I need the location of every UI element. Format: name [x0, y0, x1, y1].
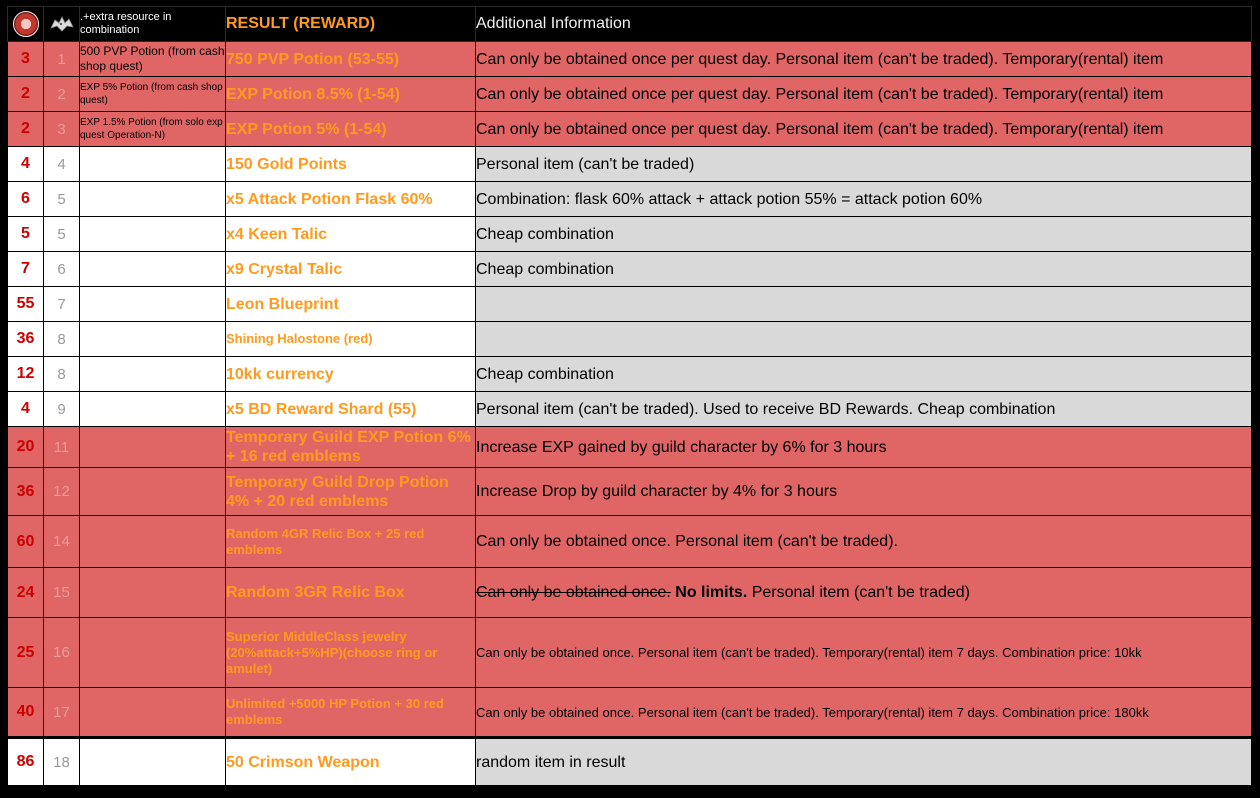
extra-resource-cell	[80, 468, 226, 516]
cost-cell: 5	[8, 217, 44, 252]
table-row	[8, 112, 1252, 147]
extra-resource-cell	[80, 287, 226, 322]
info-cell	[476, 287, 1252, 322]
table-row	[8, 182, 1252, 217]
info-cell: Can only be obtained once per quest day. Personal item (can't be traded). Temporary(rental) item	[476, 112, 1252, 147]
info-cell: Personal item (can't be traded)	[476, 147, 1252, 182]
result-cell: Shining Halostone (red)	[226, 322, 476, 357]
info-cell: Combination: flask 60% attack + attack potion 55% = attack potion 60%	[476, 182, 1252, 217]
level-cell: 16	[44, 618, 80, 688]
result-cell: x5 BD Reward Shard (55)	[226, 392, 476, 427]
level-cell: 14	[44, 516, 80, 568]
info-cell: Can only be obtained once. Personal item (can't be traded).	[476, 516, 1252, 568]
table-row	[8, 147, 1252, 182]
level-cell: 6	[44, 252, 80, 287]
result-cell: Unlimited +5000 HP Potion + 30 red emblems	[226, 688, 476, 738]
level-cell: 3	[44, 112, 80, 147]
result-cell: Leon Blueprint	[226, 287, 476, 322]
level-cell: 17	[44, 688, 80, 738]
level-cell: 9	[44, 392, 80, 427]
result-cell: Random 4GR Relic Box + 25 red emblems	[226, 516, 476, 568]
extra-resource-cell	[80, 217, 226, 252]
info-cell: Personal item (can't be traded). Used to receive BD Rewards. Cheap combination	[476, 392, 1252, 427]
level-cell: 8	[44, 322, 80, 357]
level-cell: 5	[44, 182, 80, 217]
cost-cell: 25	[8, 618, 44, 688]
cost-cell: 36	[8, 468, 44, 516]
info-cell: Can only be obtained once. Personal item (can't be traded). Temporary(rental) item 7 days. Combination price: 10kk	[476, 618, 1252, 688]
cost-cell: 6	[8, 182, 44, 217]
cost-cell: 2	[8, 112, 44, 147]
level-cell: 18	[44, 738, 80, 786]
extra-resource-cell: EXP 1.5% Potion (from solo exp quest Operation-N)	[80, 112, 226, 147]
info-rest: Personal item (can't be traded)	[751, 584, 971, 601]
table-row	[8, 392, 1252, 427]
info-bold: No limits.	[675, 584, 748, 601]
info-cell: Cheap combination	[476, 357, 1252, 392]
result-cell: 150 Gold Points	[226, 147, 476, 182]
cost-cell: 2	[8, 77, 44, 112]
table-row	[8, 287, 1252, 322]
header-additional-info: Additional Information	[476, 7, 1252, 42]
result-cell: 10kk currency	[226, 357, 476, 392]
extra-resource-cell	[80, 427, 226, 468]
result-cell: Superior MiddleClass jewelry (20%attack+5%HP)(choose ring or amulet)	[226, 618, 476, 688]
table-row	[8, 738, 1252, 786]
info-cell	[476, 322, 1252, 357]
table-row	[8, 427, 1252, 468]
table-row	[8, 568, 1252, 618]
info-cell	[476, 568, 1252, 618]
table-row	[8, 688, 1252, 738]
extra-resource-cell: EXP 5% Potion (from cash shop quest)	[80, 77, 226, 112]
cost-cell: 55	[8, 287, 44, 322]
info-cell: Increase Drop by guild character by 4% for 3 hours	[476, 468, 1252, 516]
extra-resource-cell	[80, 392, 226, 427]
cost-cell: 7	[8, 252, 44, 287]
result-cell: Temporary Guild EXP Potion 6% + 16 red emblems	[226, 427, 476, 468]
info-cell: Cheap combination	[476, 217, 1252, 252]
info-cell: random item in result	[476, 738, 1252, 786]
info-cell: Can only be obtained once per quest day. Personal item (can't be traded). Temporary(rental) item	[476, 77, 1252, 112]
cost-cell: 3	[8, 42, 44, 77]
extra-resource-cell: 500 PVP Potion (from cash shop quest)	[80, 42, 226, 77]
result-cell: EXP Potion 5% (1-54)	[226, 112, 476, 147]
table-row	[8, 252, 1252, 287]
cost-cell: 4	[8, 392, 44, 427]
extra-resource-cell	[80, 568, 226, 618]
info-cell: Can only be obtained once per quest day. Personal item (can't be traded). Temporary(rental) item	[476, 42, 1252, 77]
header-extra-resource: .+extra resource in combination	[80, 7, 226, 42]
result-cell: Random 3GR Relic Box	[226, 568, 476, 618]
level-cell: 8	[44, 357, 80, 392]
table-row	[8, 516, 1252, 568]
table-row	[8, 217, 1252, 252]
cost-cell: 20	[8, 427, 44, 468]
result-cell: EXP Potion 8.5% (1-54)	[226, 77, 476, 112]
cost-cell: 36	[8, 322, 44, 357]
rewards-table	[7, 6, 1252, 786]
cost-cell: 12	[8, 357, 44, 392]
faction-emblem-icon	[13, 11, 39, 37]
info-cell: Increase EXP gained by guild character by 6% for 3 hours	[476, 427, 1252, 468]
table-row	[8, 322, 1252, 357]
extra-resource-cell	[80, 252, 226, 287]
creature-icon	[49, 14, 75, 34]
level-cell: 7	[44, 287, 80, 322]
table-row	[8, 42, 1252, 77]
header-row	[8, 7, 1252, 42]
header-result: RESULT (REWARD)	[226, 7, 476, 42]
result-cell: x5 Attack Potion Flask 60%	[226, 182, 476, 217]
cost-cell: 86	[8, 738, 44, 786]
info-cell: Can only be obtained once. Personal item (can't be traded). Temporary(rental) item 7 days. Combination price: 180kk	[476, 688, 1252, 738]
extra-resource-cell	[80, 688, 226, 738]
level-cell: 15	[44, 568, 80, 618]
result-cell: 50 Crimson Weapon	[226, 738, 476, 786]
table-row	[8, 468, 1252, 516]
level-cell: 2	[44, 77, 80, 112]
extra-resource-cell	[80, 618, 226, 688]
result-cell: x9 Crystal Talic	[226, 252, 476, 287]
level-cell: 4	[44, 147, 80, 182]
cost-cell: 40	[8, 688, 44, 738]
info-cell: Cheap combination	[476, 252, 1252, 287]
cost-cell: 60	[8, 516, 44, 568]
extra-resource-cell	[80, 322, 226, 357]
header-level	[44, 7, 80, 42]
info-strikethrough: Can only be obtained once.	[476, 584, 671, 601]
result-cell: 750 PVP Potion (53-55)	[226, 42, 476, 77]
result-cell: Temporary Guild Drop Potion 4% + 20 red emblems	[226, 468, 476, 516]
header-cost	[8, 7, 44, 42]
level-cell: 5	[44, 217, 80, 252]
cost-cell: 24	[8, 568, 44, 618]
extra-resource-cell	[80, 516, 226, 568]
extra-resource-cell	[80, 182, 226, 217]
level-cell: 11	[44, 427, 80, 468]
result-cell: x4 Keen Talic	[226, 217, 476, 252]
level-cell: 1	[44, 42, 80, 77]
extra-resource-cell	[80, 147, 226, 182]
table-row	[8, 357, 1252, 392]
extra-resource-cell	[80, 357, 226, 392]
table-row	[8, 77, 1252, 112]
level-cell: 12	[44, 468, 80, 516]
cost-cell: 4	[8, 147, 44, 182]
table-row	[8, 618, 1252, 688]
extra-resource-cell	[80, 738, 226, 786]
